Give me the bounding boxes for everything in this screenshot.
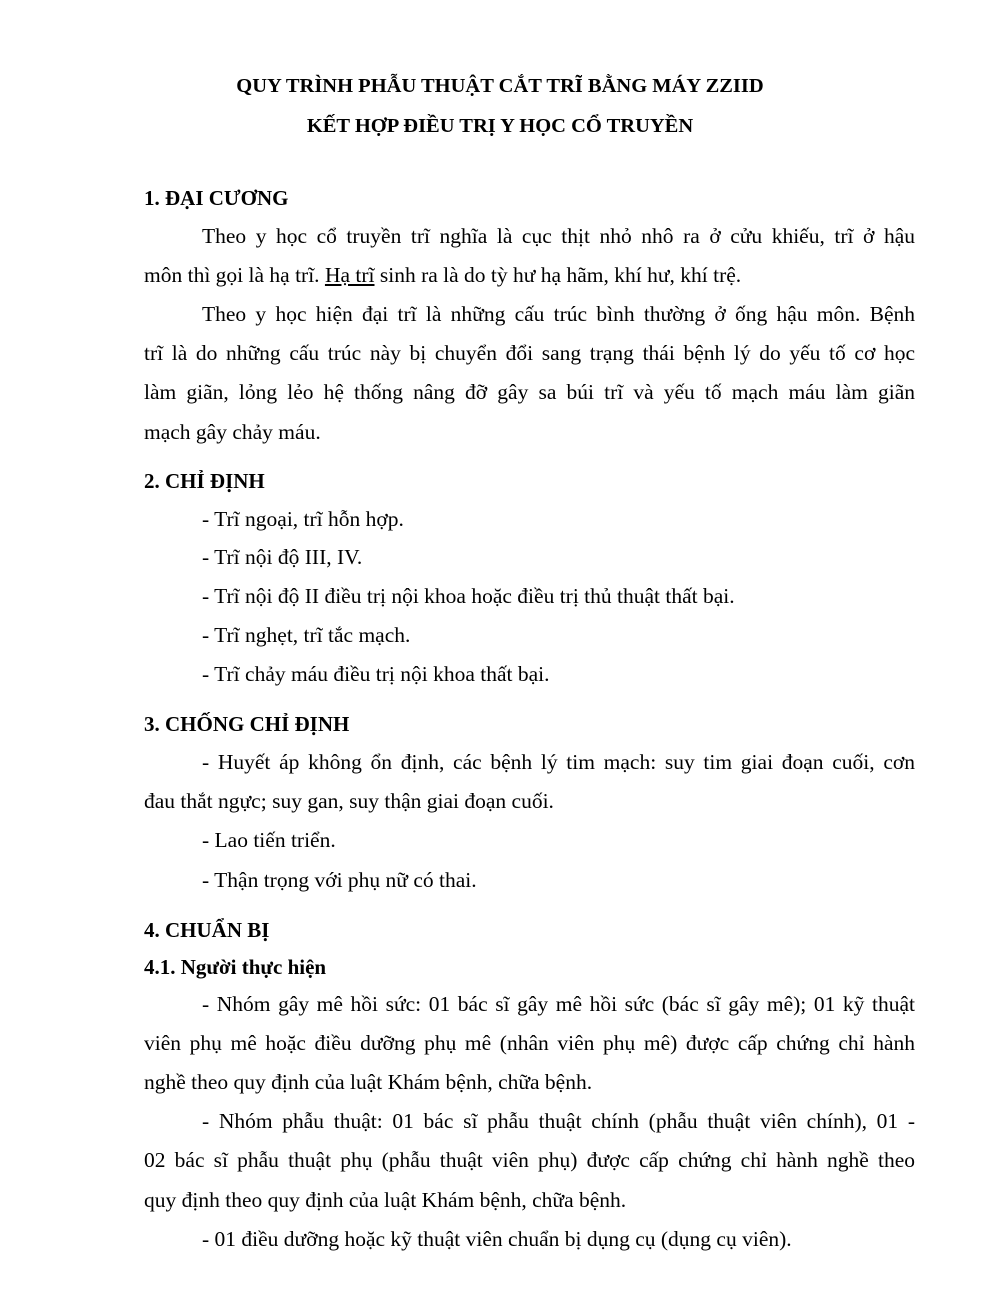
indication-item-1: - Trĩ ngoại, trĩ hỗn hợp. (202, 507, 404, 531)
personnel-item-3: - 01 điều dưỡng hoặc kỹ thuật viên chuẩn bị dụng cụ (dụng cụ viên). (202, 1227, 792, 1251)
contraindication-item-2: - Lao tiến triển. (202, 828, 336, 852)
document-title-line-1: QUY TRÌNH PHẪU THUẬT CẮT TRĨ BẰNG MÁY ZZIID (236, 75, 764, 97)
section-1-p1-line2-post: sinh ra là do tỳ hư hạ hãm, khí hư, khí trệ. (374, 263, 742, 287)
section-1-paragraph-1-line-2 (144, 261, 741, 289)
section-2-heading: 2. CHỈ ĐỊNH (144, 469, 265, 493)
contraindication-item-3: - Thận trọng với phụ nữ có thai. (202, 868, 477, 892)
section-1-paragraph-2-line-3: làm giãn, lỏng lẻo hệ thống nâng đỡ gây sa búi trĩ và yếu tố mạch máu làm giãn (144, 380, 915, 404)
indication-item-5: - Trĩ chảy máu điều trị nội khoa thất bại. (202, 662, 550, 686)
personnel-item-2-line-2: 02 bác sĩ phẫu thuật phụ (phẫu thuật viên phụ) được cấp chứng chỉ hành nghề theo (144, 1148, 915, 1172)
subsection-4-1-heading: 4.1. Người thực hiện (144, 955, 327, 979)
personnel-item-1-line-1: - Nhóm gây mê hồi sức: 01 bác sĩ gây mê hồi sức (bác sĩ gây mê); 01 kỹ thuật (202, 992, 915, 1016)
indication-item-2: - Trĩ nội độ III, IV. (202, 545, 363, 569)
section-3-heading: 3. CHỐNG CHỈ ĐỊNH (144, 712, 350, 736)
section-1-paragraph-1-line-1: Theo y học cổ truyền trĩ nghĩa là cục thịt nhỏ nhô ra ở cửu khiếu, trĩ ở hậu (202, 224, 915, 248)
contraindication-item-1-line-2: đau thắt ngực; suy gan, suy thận giai đoạn cuối. (144, 789, 554, 813)
contraindication-item-1-line-1: - Huyết áp không ổn định, các bệnh lý tim mạch: suy tim giai đoạn cuối, cơn (202, 750, 915, 774)
section-1-p1-line2-pre: môn thì gọi là hạ trĩ. (144, 263, 325, 287)
personnel-item-1-line-2: viên phụ mê hoặc điều dưỡng phụ mê (nhân viên phụ mê) được cấp chứng chỉ hành (144, 1031, 915, 1055)
indication-item-3: - Trĩ nội độ II điều trị nội khoa hoặc điều trị thủ thuật thất bại. (202, 584, 735, 608)
section-1-paragraph-2-line-4: mạch gây chảy máu. (144, 420, 321, 444)
underlined-term: Hạ trĩ (324, 263, 375, 287)
document-title-line-2: KẾT HỢP ĐIỀU TRỊ Y HỌC CỔ TRUYỀN (306, 115, 694, 137)
section-1-heading: 1. ĐẠI CƯƠNG (144, 186, 289, 210)
section-1-paragraph-2-line-2: trĩ là do những cấu trúc này bị chuyển đổi sang trạng thái bệnh lý do yếu tố cơ học (144, 341, 915, 365)
personnel-item-2-line-1: - Nhóm phẫu thuật: 01 bác sĩ phẫu thuật chính (phẫu thuật viên chính), 01 - (202, 1109, 915, 1133)
personnel-item-1-line-3: nghề theo quy định của luật Khám bệnh, chữa bệnh. (144, 1070, 593, 1094)
indication-item-4: - Trĩ nghẹt, trĩ tắc mạch. (202, 623, 411, 647)
personnel-item-2-line-3: quy định theo quy định của luật Khám bệnh, chữa bệnh. (144, 1188, 627, 1212)
section-1-paragraph-2-line-1: Theo y học hiện đại trĩ là những cấu trúc bình thường ở ống hậu môn. Bệnh (202, 302, 915, 326)
section-4-heading: 4. CHUẨN BỊ (144, 918, 270, 942)
